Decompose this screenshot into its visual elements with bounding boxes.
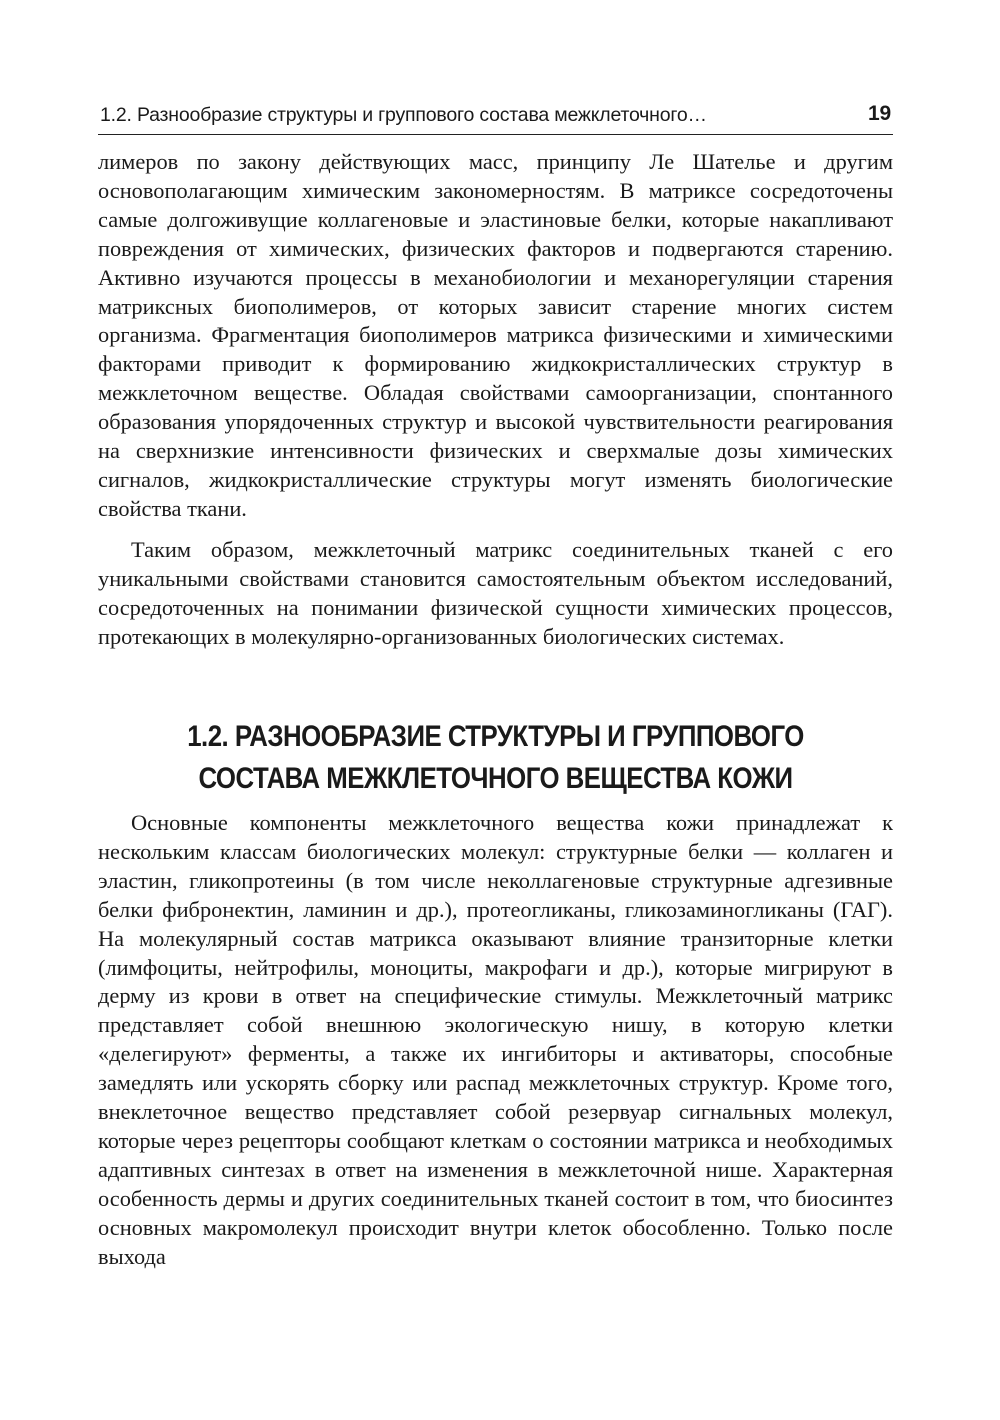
- paragraph-summary: [98, 536, 893, 652]
- paragraph-text: Таким образом, межклеточный матрикс соединительных тканей с его уникальными свойствами становится самостоятельным объектом исследований, сосредоточенных на понимании физической сущности химических процессов, протекающих в молекулярно-организованных биологических системах.: [98, 537, 893, 649]
- section-heading: [154, 716, 838, 800]
- page-number: 19: [868, 102, 891, 125]
- running-title: 1.2. Разнообразие структуры и группового состава межклеточного…: [100, 104, 707, 126]
- paragraph-text: лимеров по закону действующих масс, принципу Ле Шателье и другим основополагающим химическим закономерностям. В матриксе сосредоточены самые долгоживущие коллагеновые и эластиновые белки, которые накапливают повреждения от химических, физических факторов и подвергаются старению. Активно изучаются процессы в механобиологии и механорегуляции старения матриксных биополимеров, от которых зависит старение многих систем организма. Фрагментация биополимеров матрикса физическими и химическими факторами приводит к формированию жидкокристаллических структур в межклеточном веществе. Обладая свойствами самоорганизации, спонтанного образования упорядоченных структур и высокой чувствительности реагирования на сверхнизкие интенсивности физических и сверхмалые дозы химических сигналов, жидкокристаллические структуры могут изменять биологические свойства ткани.: [98, 149, 893, 521]
- section-heading-line-1: 1.2. РАЗНООБРАЗИЕ СТРУКТУРЫ И ГРУППОВОГО: [187, 720, 804, 753]
- running-header: [98, 100, 893, 135]
- paragraph-continued: [98, 148, 893, 524]
- section-heading-line-2: СОСТАВА МЕЖКЛЕТОЧНОГО ВЕЩЕСТВА КОЖИ: [198, 762, 793, 795]
- paragraph-text: Основные компоненты межклеточного вещества кожи принадлежат к нескольким классам биологических молекул: структурные белки — коллаген и эластин, гликопротеины (в том числе неколлагеновые структурные адгезивные белки фибронектин, ламинин и др.), протеогликаны, гликозаминогликаны (ГАГ). На молекулярный состав матрикса оказывают влияние транзиторные клетки (лимфоциты, нейтрофилы, моноциты, макрофаги и др.), которые мигрируют в дерму из крови в ответ на специфические стимулы. Межклеточный матрикс представляет собой внешнюю экологическую нишу, в которую клетки «делегируют» ферменты, а также их ингибиторы и активаторы, способные замедлять или ускорять сборку или распад межклеточных структур. Кроме того, внеклеточное вещество представляет собой резервуар сигнальных молекул, которые через рецепторы сообщают клеткам о состоянии матрикса и необходимых адаптивных синтезах в ответ на изменения в межклеточной нише. Характерная особенность дермы и других соединительных тканей состоит в том, что биосинтез основных макромолекул происходит внутри клеток обособленно. Только после выхода: [98, 810, 893, 1269]
- paragraph-section-intro: [98, 809, 893, 1272]
